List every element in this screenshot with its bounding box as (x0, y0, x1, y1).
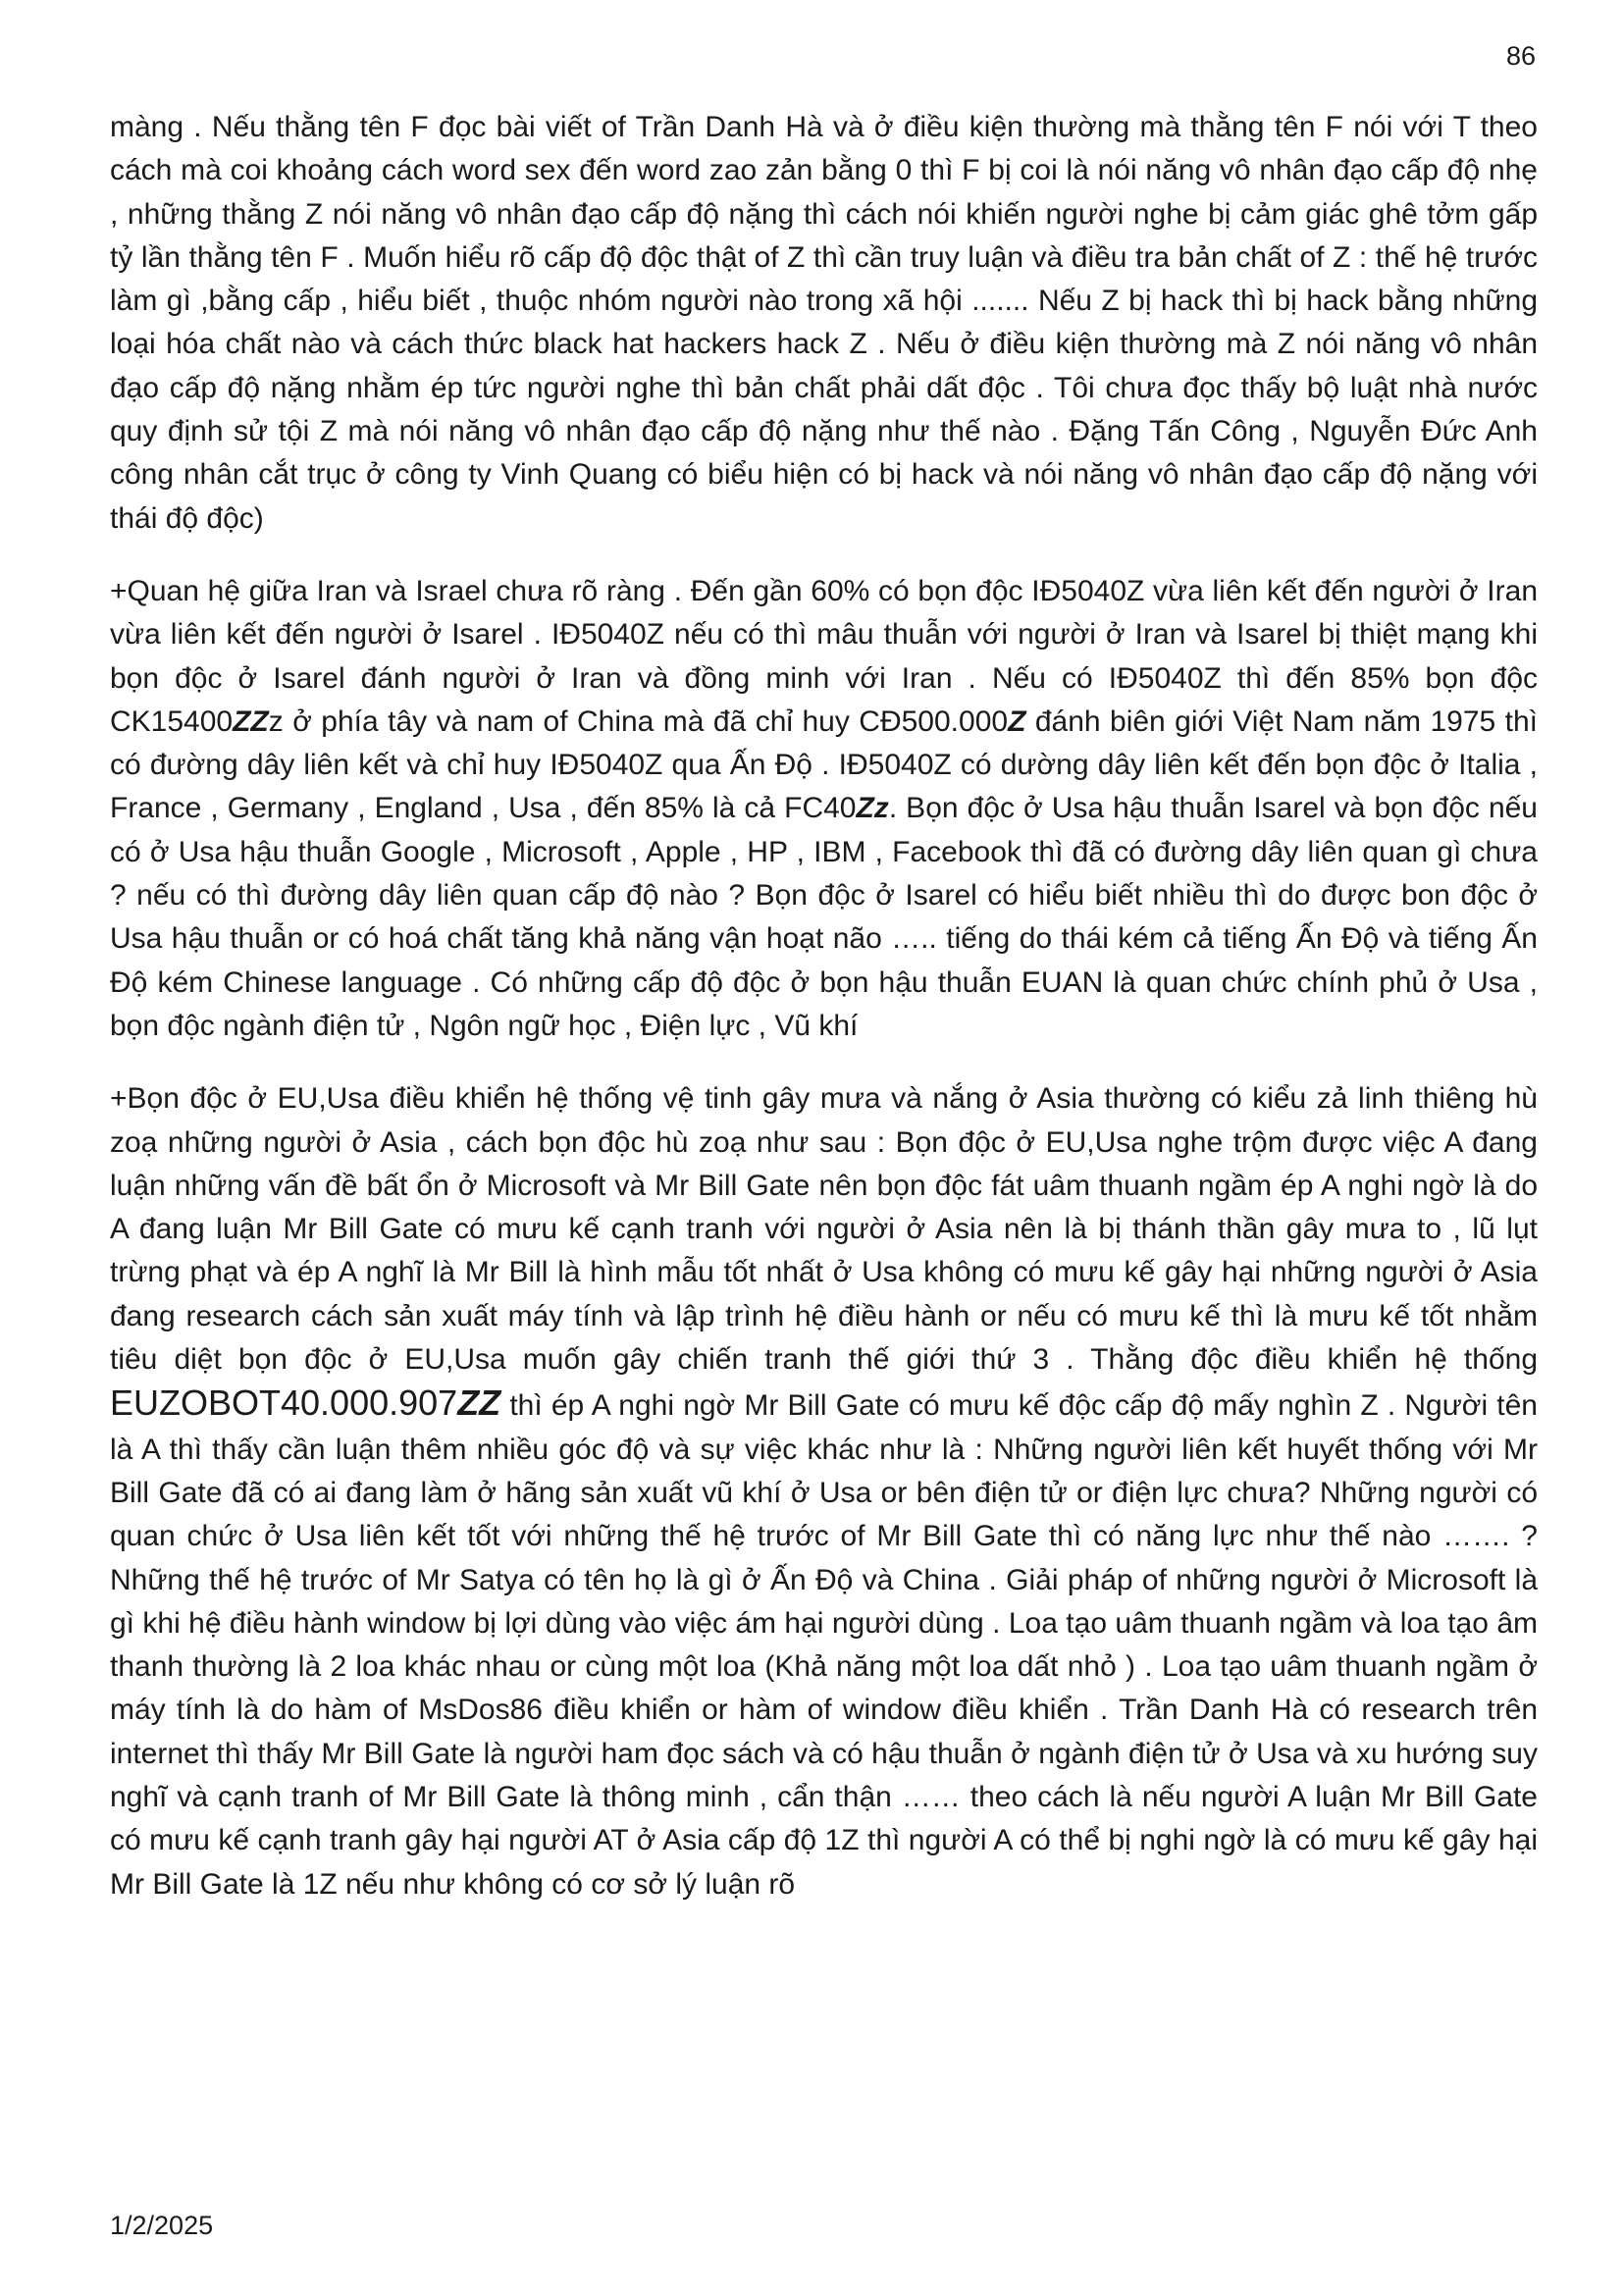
zz-glyph: Z (1008, 704, 1026, 738)
paragraph-3-text: +Bọn độc ở EU,Usa điều khiển hệ thống vệ tinh gây mưa và nắng ở Asia thường có kiểu zả linh thiêng hù zoạ những người ở Asia , cách bọn độc hù zoạ như sau : Bọn độc ở EU,Usa nghe trộm được việc A đang luận những vấn đề bất ổn ở Microsoft và Mr Bill Gate nên bọn độc fát uâm thuanh ngầm ép A nghi ngờ là do A đang luận Mr Bill Gate có mưu kế cạnh tranh với người ở Asia nên là bị thánh thần gây mưa to , lũ lụt trừng phạt và ép A nghĩ là Mr Bill là hình mẫu tốt nhất ở Usa không có mưu kế gây hại những người ở Asia đang research cách sản xuất máy tính và lập trình hệ điều hành or nếu có mưu kế thì là mưu kế tốt nhằm tiêu diệt bọn độc ở EU,Usa muốn gây chiến tranh thế giới thứ 3 . Thằng độc điều khiển hệ thống (110, 1082, 1538, 1377)
paragraph-2-text: . Bọn độc ở Usa hậu thuẫn Isarel và bọn độc nếu có ở Usa hậu thuẫn Google , Microsoft , Apple , HP , IBM , Facebook thì đã có đường dây liên quan gì chưa ? nếu có thì đường dây liên quan cấp độ nào ? Bọn độc ở Isarel có hiểu biết nhiều thì do được bon độc ở Usa hậu thuẫn or có hoá chất tăng khả năng vận hoạt não ….. tiếng do thái kém cả tiếng Ấn Độ và tiếng Ấn Độ kém Chinese language . Có những cấp độ độc ở bọn hậu thuẫn EUAN là quan chức chính phủ ở Usa , bọn độc ngành điện tử , Ngôn ngữ học , Điện lực , Vũ khí (110, 792, 1538, 1042)
document-body (110, 106, 1538, 1906)
page-number: 86 (1505, 41, 1536, 71)
euzobot-label: EUZOBOT40.000.907 (110, 1383, 458, 1424)
paragraph-1: màng . Nếu thằng tên F đọc bài viết of Trần Danh Hà và ở điều kiện thường mà thằng tên F nói với T theo cách mà coi khoảng cách word sex đến word zao zản bằng 0 thì F bị coi là nói năng vô nhân đạo cấp độ nhẹ , những thằng Z nói năng vô nhân đạo cấp độ nặng thì cách nói khiến người nghe bị cảm giác ghê tởm gấp tỷ lần thằng tên F . Muốn hiểu rõ cấp độ độc thật of Z thì cần truy luận và điều tra bản chất of Z : thế hệ trước làm gì ,bằng cấp , hiểu biết , thuộc nhóm người nào trong xã hội ....... Nếu Z bị hack thì bị hack bằng những loại hóa chất nào và cách thức black hat hackers hack Z . Nếu ở điều kiện thường mà Z nói năng vô nhân đạo cấp độ nặng nhằm ép tức người nghe thì bản chất phải dất độc . Tôi chưa đọc thấy bộ luật nhà nước quy định sử tội Z mà nói năng vô nhân đạo cấp độ nặng như thế nào . Đặng Tấn Công , Nguyễn Đức Anh công nhân cắt trục ở công ty Vinh Quang có biểu hiện có bị hack và nói năng vô nhân đạo cấp độ nặng với thái độ độc) (110, 111, 1538, 535)
paragraph-2 (110, 570, 1538, 1048)
paragraph-3 (110, 1077, 1538, 1906)
paragraph-2-text: đánh biên giới Việt Nam năm 1975 thì có đường dây liên kết và chỉ huy IĐ5040Z qua Ấn Độ . IĐ5040Z có dường dây liên kết đến bọn độc ở Italia , France , Germany , England , Usa , đến 85% là cả FC40 (110, 704, 1538, 825)
footer-date: 1/2/2025 (110, 2211, 214, 2240)
paragraph-2-text: +Quan hệ giữa Iran và Israel chưa rõ ràng . Đến gần 60% có bọn độc IĐ5040Z vừa liên kết đến người ở Iran vừa liên kết đến người ở Isarel . IĐ5040Z nếu có thì mâu thuẫn với người ở Iran và Isarel bị thiệt mạng khi bọn độc ở Isarel đánh người ở Iran và đồng minh với Iran . Nếu có IĐ5040Z thì đến 85% bọn độc CK15400 (110, 574, 1538, 738)
zz-glyph: Zz (856, 792, 889, 825)
zz-glyph: ZZ (457, 1383, 501, 1424)
paragraph-2-text: z ở phía tây và nam of China mà đã chỉ huy CĐ500.000 (268, 704, 1009, 738)
paragraph-3-text: thì ép A nghi ngờ Mr Bill Gate có mưu kế độc cấp độ mấy nghìn Z . Người tên là A thì thấy cần luận thêm nhiều góc độ và sự việc khác như là : Những người liên kết huyết thống với Mr Bill Gate đã có ai đang làm ở hãng sản xuất vũ khí ở Usa or bên điện tử or điện lực chưa? Những người có quan chức ở Usa liên kết tốt với những thế hệ trước of Mr Bill Gate thì có năng lực như thế nào ……. ? Những thế hệ trước of Mr Satya có tên họ là gì ở Ấn Độ và China . Giải pháp of những người ở Microsoft là gì khi hệ điều hành window bị lợi dùng vào việc ám hại người dùng . Loa tạo uâm thuanh ngầm và loa tạo âm thanh thường là 2 loa khác nhau or cùng một loa (Khả năng một loa dất nhỏ ) . Loa tạo uâm thuanh ngầm ở máy tính là do hàm of MsDos86 điều khiển or hàm of window điều khiển . Trần Danh Hà có research trên internet thì thấy Mr Bill Gate là người ham đọc sách và có hậu thuẫn ở ngành điện tử ở Usa và xu hướng suy nghĩ và cạnh tranh of Mr Bill Gate là thông minh , cẩn thận …… theo cách là nếu người A luận Mr Bill Gate có mưu kế cạnh tranh gây hại người AT ở Asia cấp độ 1Z thì người A có thể bị nghi ngờ là có mưu kế gây hại Mr Bill Gate là 1Z nếu như không có cơ sở lý luận rõ (110, 1389, 1538, 1901)
zz-glyph: ZZ (233, 704, 269, 738)
